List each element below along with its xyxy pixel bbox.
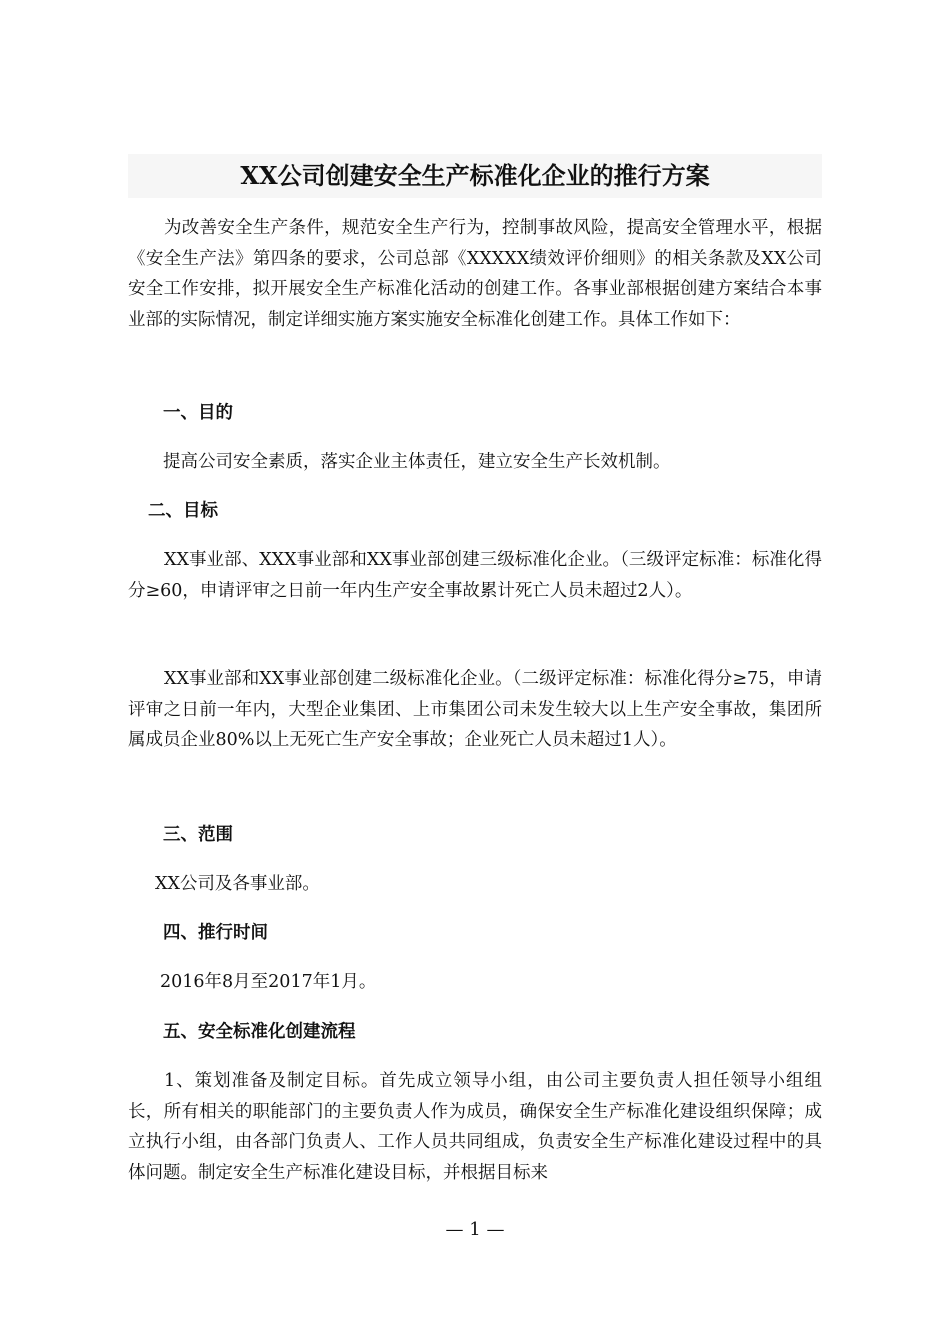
scope-text: XX公司及各事业部。 xyxy=(155,874,320,894)
section-heading-scope: 三、范围 xyxy=(163,825,233,845)
section-heading-schedule: 四、推行时间 xyxy=(163,923,268,943)
section-heading-goal: 二、目标 xyxy=(148,501,218,521)
goal-paragraph-2: XX事业部和XX事业部创建二级标准化企业。（二级评定标准：标准化得分≥75，申请评审之日前一年内，大型企业集团、上市集团公司未发生较大以上生产安全事故，集团所属成员企业80%以上无死亡生产安全事故；企业死亡人员未超过1人）。 xyxy=(128,669,822,751)
process-paragraph-1: 1、策划准备及制定目标。首先成立领导小组，由公司主要负责人担任领导小组组长，所有相关的职能部门的主要负责人作为成员，确保安全生产标准化建设组织保障；成立执行小组，由各部门负责人、工作人员共同组成，负责安全生产标准化建设过程中的具体问题。制定安全生产标准化建设目标，并根据目标来 xyxy=(128,1071,822,1183)
schedule-text: 2016年8月至2017年1月。 xyxy=(160,972,377,992)
section-heading-process: 五、安全标准化创建流程 xyxy=(163,1022,356,1042)
section-heading-purpose: 一、目的 xyxy=(163,403,233,423)
page-number: — 1 — xyxy=(445,1219,505,1240)
goal-paragraph-1: XX事业部、XXX事业部和XX事业部创建三级标准化企业。（三级评定标准：标准化得分≥60，申请评审之日前一年内生产安全事故累计死亡人员未超过2人）。 xyxy=(128,550,822,601)
purpose-text: 提高公司安全素质，落实企业主体责任，建立安全生产长效机制。 xyxy=(163,452,671,472)
document-title: XX公司创建安全生产标准化企业的推行方案 xyxy=(240,161,710,190)
intro-paragraph: 为改善安全生产条件，规范安全生产行为，控制事故风险，提高安全管理水平，根据《安全生产法》第四条的要求，公司总部《XXXXX绩效评价细则》的相关条款及XX公司安全工作安排，拟开展安全生产标准化活动的创建工作。各事业部根据创建方案结合本事业部的实际情况，制定详细实施方案实施安全标准化创建工作。具体工作如下： xyxy=(128,218,822,330)
